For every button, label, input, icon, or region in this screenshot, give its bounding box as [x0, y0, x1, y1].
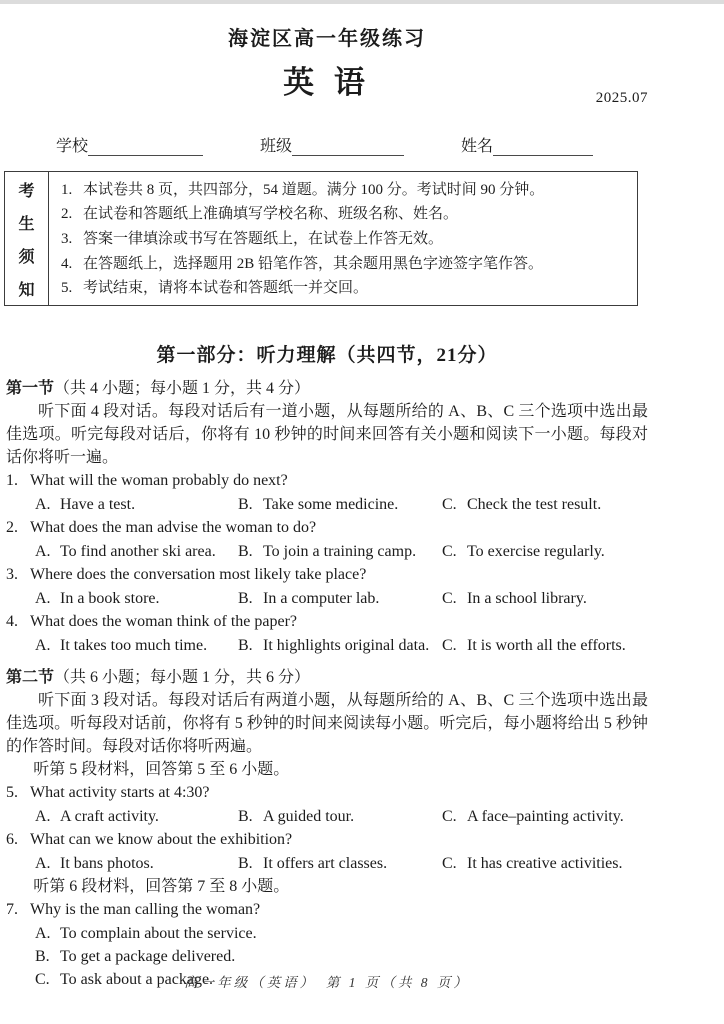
school-field-line: [88, 138, 203, 156]
option-letter: C.: [442, 807, 457, 825]
option-c: [442, 852, 648, 876]
question-4-options: [35, 634, 648, 658]
question-5: [6, 781, 648, 828]
option-text: It highlights original data.: [263, 636, 430, 654]
option-letter: C.: [442, 542, 457, 560]
notice-side-char: 须: [18, 248, 35, 266]
option-text: Take some medicine.: [263, 495, 399, 513]
question-5-options: [35, 805, 648, 829]
question-text: What activity starts at 4:30?: [30, 784, 210, 801]
option-text: In a school library.: [467, 589, 587, 607]
notice-item-text: 答案一律填涂或书写在答题纸上，在试卷上作答无效。: [83, 230, 444, 247]
option-c: [442, 540, 648, 564]
notice-item-number: 1.: [61, 181, 73, 198]
exam-date: 2025.07: [595, 90, 648, 106]
option-text: Check the test result.: [467, 495, 602, 513]
option-letter: C.: [442, 636, 457, 654]
section2-title: [6, 666, 648, 689]
option-b: [35, 945, 648, 968]
question-number: 7.: [6, 901, 18, 918]
question-3-options: [35, 587, 648, 611]
option-b: [238, 493, 442, 517]
question-4: [6, 610, 648, 657]
question-6: [6, 828, 648, 875]
notice-item: [61, 230, 627, 249]
notice-item-text: 考试结束，请将本试卷和答题纸一并交回。: [83, 280, 369, 297]
option-c: [442, 805, 648, 829]
option-text: To get a package delivered.: [60, 947, 236, 965]
option-letter: B.: [238, 495, 253, 513]
class-field-label: 班级: [260, 138, 293, 155]
option-text: It offers art classes.: [263, 854, 388, 872]
option-b: [238, 634, 442, 658]
notice-item-number: 4.: [61, 255, 73, 272]
notice-side-label: [5, 172, 49, 305]
option-a: [35, 805, 238, 829]
material-note-5: 听第 5 段材料，回答第 5 至 6 小题。: [33, 761, 290, 778]
question-1-options: [35, 493, 648, 517]
section1-instructions: 听下面 4 段对话。每段对话后有一道小题，从每题所给的 A、B、C 三个选项中选出最佳选项。听完每段对话后，你将有 10 秒钟的时间来回答有关小题和阅读下一小题。每段对话你将听一遍。: [6, 403, 648, 466]
option-text: A guided tour.: [263, 807, 355, 825]
option-letter: A.: [35, 589, 51, 607]
name-field-label: 姓名: [461, 138, 494, 155]
option-c: [442, 634, 648, 658]
option-letter: A.: [35, 807, 51, 825]
notice-side-char: 生: [18, 215, 35, 233]
question-number: 1.: [6, 472, 18, 489]
option-letter: B.: [238, 807, 253, 825]
option-letter: C.: [35, 970, 50, 988]
notice-item-text: 在试卷和答题纸上准确填写学校名称、班级名称、姓名。: [83, 206, 459, 223]
option-c: [442, 493, 648, 517]
page-footer: 高一年级（英语） 第 1 页（共 8 页）: [184, 975, 470, 990]
part1-heading: 第一部分：听力理解（共四节，21分）: [156, 345, 498, 366]
subject-title: 英 语: [283, 65, 371, 100]
notice-item-text: 在答题纸上，选择题用 2B 铅笔作答，其余题用黑色字迹签字笔作答。: [83, 255, 544, 272]
question-text: Why is the man calling the woman?: [30, 901, 261, 918]
section2-detail: （共 6 小题；每小题 1 分，共 6 分）: [54, 669, 311, 686]
notice-item: [61, 181, 627, 200]
option-b: [238, 852, 442, 876]
option-a: [35, 634, 238, 658]
option-letter: C.: [442, 854, 457, 872]
option-text: It has creative activities.: [467, 854, 623, 872]
notice-side-char: 考: [18, 182, 35, 200]
option-b: [238, 805, 442, 829]
notice-item-number: 2.: [61, 206, 73, 223]
option-text: To ask about a package.: [60, 970, 214, 988]
option-letter: B.: [238, 636, 253, 654]
option-letter: B.: [35, 947, 50, 965]
candidate-notice-box: [4, 171, 638, 306]
option-b: [238, 540, 442, 564]
question-text: What does the woman think of the paper?: [30, 613, 298, 630]
option-a: [35, 852, 238, 876]
question-text: What does the man advise the woman to do?: [30, 519, 317, 536]
school-field: [56, 133, 203, 156]
exam-title: 海淀区高一年级练习: [228, 28, 426, 50]
question-text: Where does the conversation most likely take place?: [30, 566, 367, 583]
option-text: Have a test.: [60, 495, 136, 513]
option-letter: A.: [35, 636, 51, 654]
option-text: A craft activity.: [60, 807, 159, 825]
question-number: 4.: [6, 613, 18, 630]
option-letter: B.: [238, 542, 253, 560]
question-number: 6.: [6, 831, 18, 848]
option-a: [35, 587, 238, 611]
notice-item-text: 本试卷共 8 页，共四部分，54 道题。满分 100 分。考试时间 90 分钟。: [83, 181, 545, 198]
question-2-options: [35, 540, 648, 564]
notice-item: [61, 279, 627, 298]
question-text: What can we know about the exhibition?: [30, 831, 293, 848]
question-text: What will the woman probably do next?: [30, 472, 288, 489]
question-2: [6, 516, 648, 563]
notice-items: [49, 172, 637, 305]
option-text: To complain about the service.: [60, 924, 257, 942]
name-field-line: [493, 138, 593, 156]
section1-detail: （共 4 小题；每小题 1 分，共 4 分）: [54, 380, 311, 397]
option-text: A face–painting activity.: [467, 807, 624, 825]
option-text: It bans photos.: [60, 854, 154, 872]
school-field-label: 学校: [56, 138, 89, 155]
option-text: It takes too much time.: [60, 636, 208, 654]
notice-item-number: 5.: [61, 280, 73, 297]
option-b: [238, 587, 442, 611]
class-field-line: [292, 138, 404, 156]
option-letter: B.: [238, 589, 253, 607]
option-letter: A.: [35, 924, 51, 942]
option-letter: C.: [442, 495, 457, 513]
option-c: [442, 587, 648, 611]
option-letter: A.: [35, 495, 51, 513]
student-info-row: [56, 136, 648, 156]
class-field: [260, 133, 404, 156]
option-a: [35, 540, 238, 564]
notice-item: [61, 255, 627, 274]
option-text: To find another ski area.: [60, 542, 216, 560]
question-6-options: [35, 852, 648, 876]
option-text: To exercise regularly.: [467, 542, 605, 560]
option-letter: A.: [35, 854, 51, 872]
notice-item-number: 3.: [61, 230, 73, 247]
notice-item: [61, 205, 627, 224]
option-a: [35, 922, 648, 945]
question-1: [6, 469, 648, 516]
question-number: 3.: [6, 566, 18, 583]
option-text: In a computer lab.: [263, 589, 380, 607]
name-field: [461, 133, 593, 156]
option-text: It is worth all the efforts.: [467, 636, 626, 654]
section2-instructions: 听下面 3 段对话。每段对话后有两道小题，从每题所给的 A、B、C 三个选项中选出最佳选项。听每段对话前，你将有 5 秒钟的时间来阅读每小题。听完后，每小题将给出 5 秒钟的作答时间。每段对话你将听两遍。: [6, 692, 648, 755]
option-letter: A.: [35, 542, 51, 560]
option-text: To join a training camp.: [263, 542, 417, 560]
question-number: 5.: [6, 784, 18, 801]
section1-title: [6, 377, 648, 400]
material-note-6: 听第 6 段材料，回答第 7 至 8 小题。: [33, 878, 290, 895]
scan-edge-artifact: [0, 0, 724, 4]
question-number: 2.: [6, 519, 18, 536]
section2-name: 第二节: [6, 669, 55, 686]
option-letter: B.: [238, 854, 253, 872]
option-letter: C.: [442, 589, 457, 607]
notice-side-char: 知: [18, 281, 35, 299]
section1-name: 第一节: [6, 380, 55, 397]
option-text: In a book store.: [60, 589, 160, 607]
question-3: [6, 563, 648, 610]
option-a: [35, 493, 238, 517]
